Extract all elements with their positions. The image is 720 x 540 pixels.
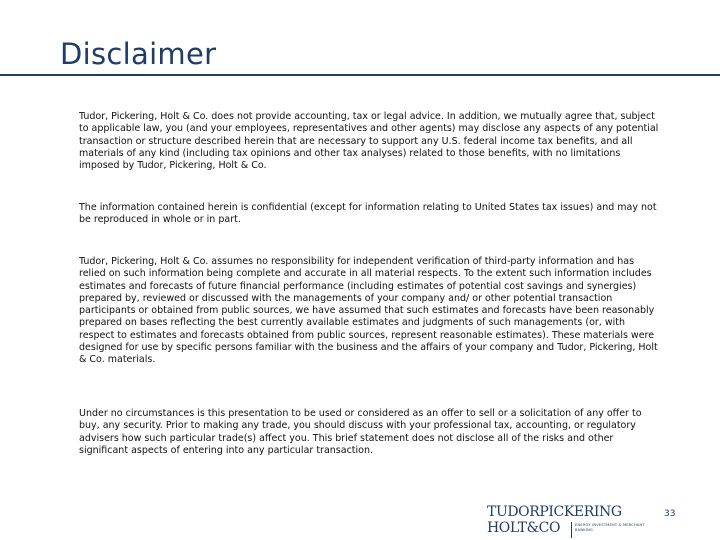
logo-tagline: ENERGY INVESTMENT & MERCHANT BANKING: [575, 523, 645, 532]
company-logo: [487, 504, 657, 540]
page-title: Disclaimer: [60, 37, 217, 71]
title-rule: [0, 74, 720, 76]
logo-wordmark-top: TUDORPICKERING: [487, 504, 622, 520]
disclaimer-paragraph-verification: Tudor, Pickering, Holt & Co. assumes no responsibility for independent verification of third-party information and has relied on such information being complete and accurate in all material respects. To the extent such information includes estimates and forecasts of future financial performance (including estimates of potential cost savings and synergies) prepared by, reviewed or discussed with the managements of your company and/ or other potential transaction participants or obtained from public sources, we have assumed that such estimates and forecasts have been reasonably prepared on bases reflecting the best currently available estimates and judgments of such managements (or, with respect to estimates and forecasts obtained from public sources, represent reasonable estimates). These materials were designed for use by specific persons familiar with the business and the affairs of your company and Tudor, Pickering, Holt & Co. materials.: [79, 256, 658, 366]
disclaimer-paragraph-no-offer: Under no circumstances is this presentation to be used or considered as an offer to sell or a solicitation of any offer to buy, any security. Prior to making any trade, you should discuss with your professional tax, accounting, or regulatory advisers how such particular trade(s) affect you. This brief statement does not disclose all of the risks and other significant aspects of entering into any particular transaction.: [79, 408, 642, 456]
logo-wordmark-bottom: HOLT&CO: [487, 520, 561, 536]
disclaimer-paragraph-confidentiality: The information contained herein is confidential (except for information relating to United States tax issues) and may not be reproduced in whole or in part.: [79, 202, 657, 226]
disclaimer-paragraph-tax: Tudor, Pickering, Holt & Co. does not provide accounting, tax or legal advice. In addition, we mutually agree that, subject to applicable law, you (and your employees, representatives and other agents) may disclose any aspects of any potential transaction or structure described herein that are necessary to support any U.S. federal income tax benefits, and all materials of any kind (including tax opinions and other tax analyses) related to those benefits, with no limitations imposed by Tudor, Pickering, Holt & Co.: [79, 111, 659, 172]
page-number: 33: [664, 509, 676, 519]
logo-divider: [571, 522, 572, 538]
